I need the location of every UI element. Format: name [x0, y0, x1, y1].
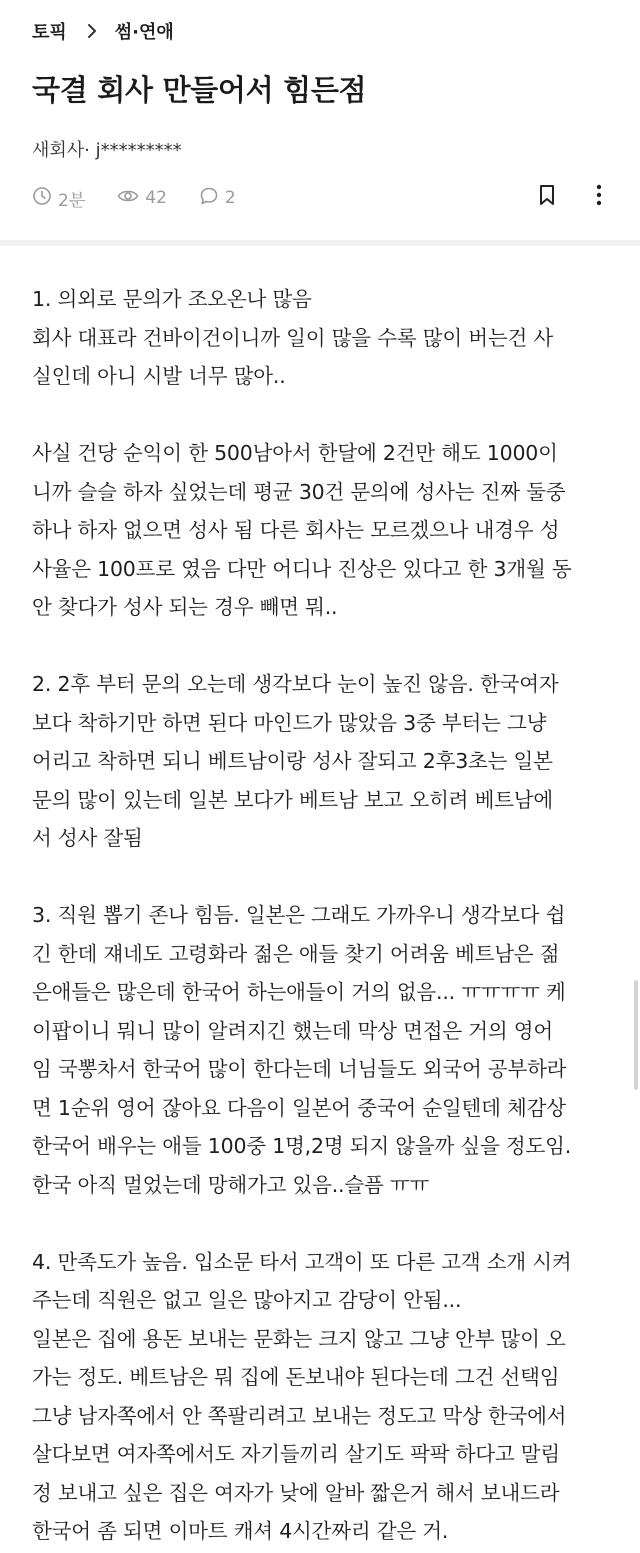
body-line: 서 성사 잘됨: [32, 826, 143, 850]
body-line: 사실 건당 순익이 한 500남아서 한달에 2건만 해도 1000이: [32, 441, 558, 465]
bookmark-button[interactable]: [532, 182, 562, 212]
comment-count[interactable]: [199, 186, 236, 211]
view-count: [117, 186, 167, 211]
more-options-button[interactable]: [584, 182, 614, 212]
post-paragraph: [32, 280, 622, 396]
body-line: 안 찾다가 성사 되는 경우 빼면 뭐..: [32, 595, 338, 619]
body-line: 이팝이니 뭐니 많이 알려지긴 했는데 막상 면접은 거의 영어: [32, 1018, 554, 1043]
body-line: 한국어 배우는 애들 100중 1명,2명 되지 않을까 싶을 정도임.: [32, 1134, 572, 1158]
body-line: 어리고 착하면 되니 베트남이랑 성사 잘되고 2후3초는 일본: [32, 749, 553, 773]
body-line: 주는데 직원은 없고 일은 많아지고 감당이 안됨...: [32, 1288, 462, 1312]
post-title: 국결 회사 만들어서 힘든점: [32, 73, 367, 107]
body-line: 면 1순위 영어 잖아요 다음이 일본어 중국어 순일텐데 체감상: [32, 1095, 566, 1120]
breadcrumb-channel[interactable]: 썸·연애: [114, 22, 174, 43]
read-time: [32, 186, 85, 211]
body-line: 임 국뽕차서 한국어 많이 한다는데 너님들도 외국어 공부하라: [32, 1057, 567, 1081]
scrollbar-thumb[interactable]: [634, 980, 638, 1090]
breadcrumb-topic[interactable]: 토픽: [32, 22, 67, 43]
body-line: 은애들은 많은데 한국어 하는애들이 거의 없음... ㅠㅠㅠㅠ 케: [32, 980, 566, 1004]
body-line: 3. 직원 뽑기 존나 힘듬. 일본은 그래도 가까우니 생각보다 쉽: [32, 903, 566, 927]
post-paragraph: [32, 434, 622, 627]
post-meta: [32, 184, 268, 212]
body-line: 실인데 아니 시발 너무 많아..: [32, 364, 286, 388]
body-line: 한국 아직 멀었는데 망해가고 있음..슬픔 ㅠㅠ: [32, 1172, 430, 1197]
comment-count-value: 2: [224, 188, 236, 208]
body-line: 한국어 좀 되면 이마트 캐셔 4시간짜리 같은 거.: [32, 1519, 449, 1543]
more-vertical-icon: [596, 184, 602, 210]
post-paragraph: [32, 665, 622, 858]
post-actions: [510, 182, 614, 212]
body-line: 그냥 남자쪽에서 안 쪽팔리려고 보내는 정도고 막상 한국에서: [32, 1403, 567, 1428]
eye-icon: [117, 186, 145, 211]
chevron-right-icon: [83, 22, 101, 40]
body-line: 일본은 집에 용돈 보내는 문화는 크지 않고 그냥 안부 많이 오: [32, 1326, 566, 1351]
body-line: 사율은 100프로 였음 다만 어디나 진상은 있다고 한 3개월 동: [32, 556, 572, 581]
body-line: 하나 하자 없으면 성사 됨 다른 회사는 모르겠으나 내경우 성: [32, 518, 560, 542]
view-count-value: 42: [145, 188, 167, 208]
breadcrumb: [32, 14, 174, 48]
post-author[interactable]: 새회사· j*********: [32, 140, 182, 161]
body-line: 4. 만족도가 높음. 입소문 타서 고객이 또 다른 고객 소개 시켜: [32, 1249, 572, 1274]
body-line: 살다보면 여자쪽에서도 자기들끼리 살기도 팍팍 하다고 말림: [32, 1442, 560, 1466]
clock-icon: [32, 186, 58, 211]
body-line: 1. 의외로 문의가 조오온나 많음: [32, 287, 312, 311]
post-body: [32, 280, 622, 1553]
comment-icon: [199, 186, 225, 211]
body-line: 가는 정도. 베트남은 뭐 집에 돈보내야 된다는데 그건 선택임: [32, 1365, 560, 1389]
body-line: 문의 많이 있는데 일본 보다가 베트남 보고 오히려 베트남에: [32, 787, 554, 812]
read-time-value: 2분: [58, 190, 86, 211]
header-divider: [0, 240, 640, 246]
body-line: 2. 2후 부터 문의 오는데 생각보다 눈이 높진 않음. 한국여자: [32, 672, 559, 696]
post-paragraph: [32, 896, 622, 1204]
body-line: 니까 슬슬 하자 싶었는데 평균 30건 문의에 성사는 진짜 둘중: [32, 479, 566, 504]
post-paragraph: [32, 1243, 622, 1551]
body-line: 회사 대표라 건바이건이니까 일이 많을 수록 많이 버는건 사: [32, 325, 554, 350]
body-line: 정 보내고 싶은 집은 여자가 낮에 알바 짧은거 해서 보내드라: [32, 1480, 560, 1505]
body-line: 보다 착하기만 하면 된다 마인드가 많았음 3중 부터는 그냥: [32, 710, 547, 735]
body-line: 긴 한데 쟤네도 고령화라 젊은 애들 찾기 어려움 베트남은 젊: [32, 941, 560, 966]
bookmark-icon: [537, 184, 557, 210]
